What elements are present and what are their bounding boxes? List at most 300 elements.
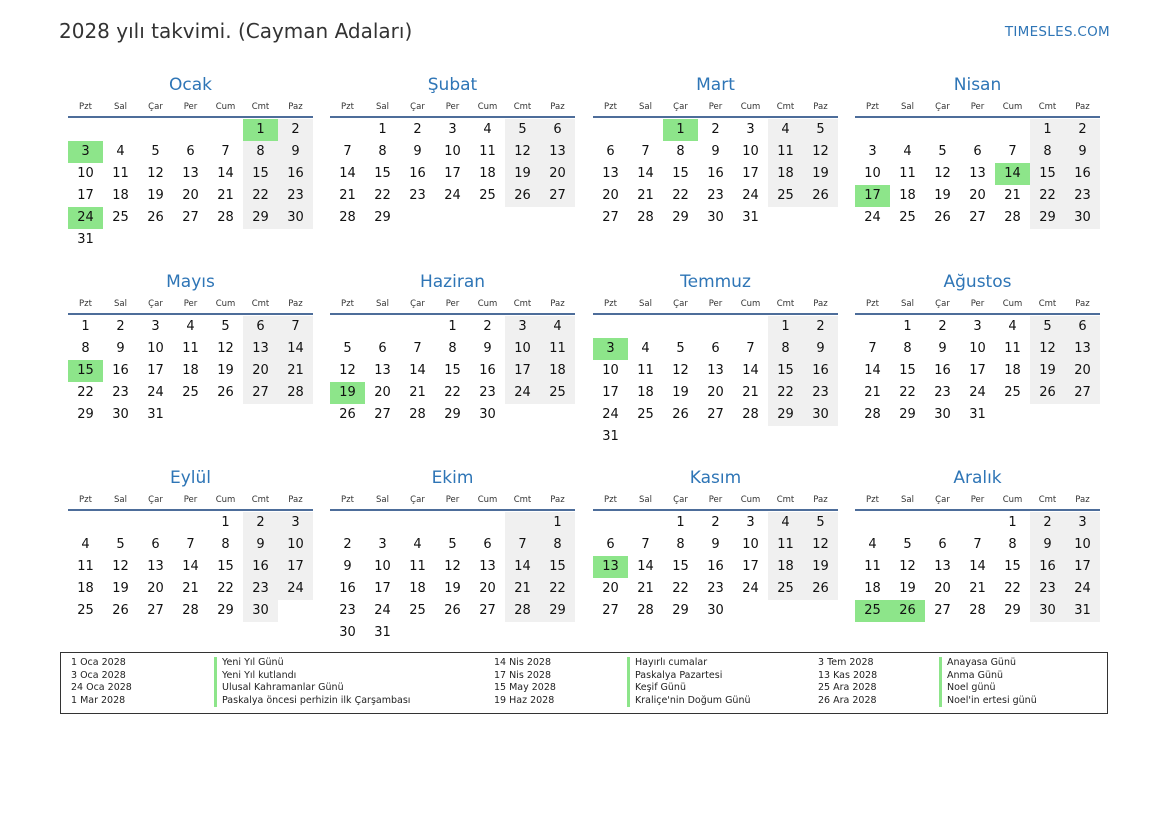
day-cell: 27 — [707, 407, 724, 422]
day-cell: 15 — [672, 559, 689, 574]
day-cell: 8 — [768, 338, 803, 360]
weekday-header — [68, 99, 313, 118]
day-cell: 3 — [973, 319, 982, 334]
day-grid — [68, 512, 313, 622]
day-cell: 4 — [1008, 319, 1017, 334]
day-cell: 10 — [864, 166, 881, 181]
empty-cell — [768, 207, 803, 229]
empty-cell — [803, 207, 838, 229]
weekday-label: Paz — [288, 495, 303, 505]
day-cell: 24 — [505, 382, 540, 404]
weekday-label: Paz — [813, 299, 828, 309]
empty-cell — [768, 600, 803, 622]
day-cell: 28 — [864, 407, 881, 422]
day-cell: 28 — [637, 603, 654, 618]
day-cell: 20 — [540, 163, 575, 185]
day-cell: 6 — [378, 341, 387, 356]
day-cell: 18 — [768, 556, 803, 578]
day-cell: 27 — [182, 210, 199, 225]
day-cell: 31 — [77, 232, 94, 247]
day-cell: 24 — [68, 207, 103, 229]
day-cell: 22 — [540, 578, 575, 600]
day-cell: 5 — [151, 144, 160, 159]
day-cell: 19 — [330, 382, 365, 404]
day-cell: 9 — [938, 341, 947, 356]
holiday-name: Keşif Günü — [627, 682, 686, 695]
month-9 — [68, 466, 313, 622]
weekday-label: Paz — [550, 495, 565, 505]
day-cell: 2 — [938, 319, 947, 334]
empty-cell — [855, 512, 890, 534]
day-cell: 12 — [672, 363, 689, 378]
day-cell: 13 — [1065, 338, 1100, 360]
weekday-label: Cmt — [513, 495, 532, 505]
weekday-label: Cmt — [1038, 102, 1057, 112]
day-cell: 13 — [182, 166, 199, 181]
holiday-name: Paskalya öncesi perhizin ilk Çarşambası — [214, 695, 410, 708]
day-cell: 27 — [540, 185, 575, 207]
day-cell: 30 — [803, 404, 838, 426]
day-cell: 14 — [182, 559, 199, 574]
day-cell: 3 — [278, 512, 313, 534]
day-cell: 29 — [444, 407, 461, 422]
day-cell: 25 — [899, 210, 916, 225]
weekday-label: Çar — [673, 495, 688, 505]
empty-cell — [663, 426, 698, 448]
day-cell: 25 — [1004, 385, 1021, 400]
month-8 — [855, 270, 1100, 426]
weekday-label: Çar — [410, 495, 425, 505]
empty-cell — [173, 229, 208, 251]
day-cell: 15 — [243, 163, 278, 185]
day-cell: 1 — [448, 319, 457, 334]
day-cell: 14 — [637, 166, 654, 181]
day-cell: 1 — [1030, 119, 1065, 141]
weekday-label: Per — [445, 102, 460, 112]
month-11 — [593, 466, 838, 622]
day-cell: 20 — [182, 188, 199, 203]
month-12 — [855, 466, 1100, 622]
day-grid — [855, 512, 1100, 622]
day-cell: 10 — [505, 338, 540, 360]
weekday-label: Pzt — [866, 102, 879, 112]
day-cell: 19 — [672, 385, 689, 400]
day-cell: 2 — [711, 515, 720, 530]
day-cell: 20 — [602, 188, 619, 203]
day-cell: 4 — [768, 119, 803, 141]
day-cell: 28 — [182, 603, 199, 618]
day-cell: 4 — [768, 512, 803, 534]
day-cell: 4 — [116, 144, 125, 159]
day-cell: 28 — [339, 210, 356, 225]
day-cell: 9 — [243, 534, 278, 556]
day-cell: 16 — [243, 556, 278, 578]
empty-cell — [505, 404, 540, 426]
day-cell: 13 — [540, 141, 575, 163]
day-cell: 10 — [742, 537, 759, 552]
day-cell: 15 — [768, 360, 803, 382]
day-cell: 1 — [81, 319, 90, 334]
day-cell: 11 — [637, 363, 654, 378]
day-cell: 9 — [711, 537, 720, 552]
day-cell: 24 — [147, 385, 164, 400]
day-cell: 9 — [116, 341, 125, 356]
empty-cell — [698, 316, 733, 338]
weekday-label: Pzt — [341, 495, 354, 505]
day-cell: 2 — [278, 119, 313, 141]
day-cell: 7 — [186, 537, 195, 552]
day-cell: 26 — [672, 407, 689, 422]
empty-cell — [890, 119, 925, 141]
weekday-label: Sal — [639, 299, 652, 309]
day-cell: 16 — [707, 559, 724, 574]
weekday-label: Sal — [901, 102, 914, 112]
day-cell: 23 — [112, 385, 129, 400]
day-cell: 12 — [112, 559, 129, 574]
day-cell: 2 — [711, 122, 720, 137]
weekday-label: Cum — [740, 299, 761, 309]
day-cell: 12 — [339, 363, 356, 378]
day-cell: 25 — [479, 188, 496, 203]
day-cell: 10 — [147, 341, 164, 356]
day-cell: 8 — [243, 141, 278, 163]
day-cell: 13 — [934, 559, 951, 574]
day-cell: 5 — [938, 144, 947, 159]
day-cell: 31 — [969, 407, 986, 422]
day-cell: 5 — [221, 319, 230, 334]
day-cell: 22 — [243, 185, 278, 207]
day-grid — [68, 119, 313, 251]
empty-cell — [628, 119, 663, 141]
day-cell: 14 — [864, 363, 881, 378]
holiday-name: Noel'in ertesi günü — [939, 695, 1037, 708]
day-cell: 11 — [479, 144, 496, 159]
day-cell: 11 — [112, 166, 129, 181]
month-name: Ağustos — [943, 272, 1012, 292]
day-cell: 5 — [343, 341, 352, 356]
day-cell: 25 — [409, 603, 426, 618]
empty-cell — [68, 512, 103, 534]
day-cell: 2 — [1030, 512, 1065, 534]
day-cell: 12 — [803, 141, 838, 163]
weekday-label: Per — [970, 102, 985, 112]
day-cell: 5 — [505, 119, 540, 141]
day-cell: 27 — [1065, 382, 1100, 404]
empty-cell — [103, 512, 138, 534]
day-cell: 8 — [540, 534, 575, 556]
holiday-name: Paskalya Pazartesi — [627, 670, 722, 683]
day-cell: 26 — [803, 578, 838, 600]
day-cell: 1 — [676, 515, 685, 530]
month-3 — [593, 73, 838, 229]
empty-cell — [68, 119, 103, 141]
weekday-label: Çar — [148, 102, 163, 112]
empty-cell — [330, 316, 365, 338]
day-cell: 18 — [409, 581, 426, 596]
empty-cell — [505, 207, 540, 229]
weekday-label: Cmt — [251, 102, 270, 112]
day-cell: 28 — [278, 382, 313, 404]
day-cell: 14 — [969, 559, 986, 574]
day-cell: 6 — [151, 537, 160, 552]
day-cell: 5 — [903, 537, 912, 552]
day-cell: 25 — [637, 407, 654, 422]
day-cell: 18 — [899, 188, 916, 203]
day-cell: 18 — [77, 581, 94, 596]
weekday-label: Cum — [215, 102, 236, 112]
day-cell: 11 — [182, 341, 199, 356]
day-cell: 9 — [413, 144, 422, 159]
day-cell: 29 — [243, 207, 278, 229]
weekday-label: Paz — [288, 102, 303, 112]
weekday-label: Sal — [114, 102, 127, 112]
day-cell: 15 — [672, 166, 689, 181]
day-cell: 30 — [243, 600, 278, 622]
weekday-label: Çar — [673, 102, 688, 112]
day-cell: 18 — [540, 360, 575, 382]
day-cell: 16 — [1030, 556, 1065, 578]
day-cell: 17 — [742, 166, 759, 181]
day-cell: 12 — [934, 166, 951, 181]
day-cell: 29 — [374, 210, 391, 225]
day-cell: 8 — [676, 537, 685, 552]
empty-cell — [593, 316, 628, 338]
empty-cell — [663, 316, 698, 338]
day-cell: 8 — [448, 341, 457, 356]
holiday-date: 15 May 2028 — [494, 682, 556, 694]
day-cell: 25 — [768, 185, 803, 207]
empty-cell — [278, 404, 313, 426]
weekday-label: Çar — [148, 299, 163, 309]
day-cell: 21 — [742, 385, 759, 400]
holiday-date: 26 Ara 2028 — [818, 694, 877, 706]
weekday-label: Cum — [740, 495, 761, 505]
day-cell: 27 — [602, 210, 619, 225]
month-name: Mart — [696, 75, 735, 95]
day-cell: 23 — [707, 188, 724, 203]
holiday-legend — [60, 652, 1108, 714]
day-cell: 23 — [339, 603, 356, 618]
weekday-label: Sal — [901, 495, 914, 505]
day-cell: 29 — [899, 407, 916, 422]
day-cell: 11 — [77, 559, 94, 574]
weekday-label: Cmt — [251, 495, 270, 505]
day-cell: 21 — [505, 578, 540, 600]
holiday-date: 3 Oca 2028 — [71, 669, 126, 681]
empty-cell — [540, 207, 575, 229]
empty-cell — [733, 426, 768, 448]
day-cell: 21 — [637, 188, 654, 203]
day-cell: 25 — [540, 382, 575, 404]
empty-cell — [173, 512, 208, 534]
holiday-name: Anma Günü — [939, 670, 1003, 683]
empty-cell — [925, 119, 960, 141]
day-cell: 7 — [221, 144, 230, 159]
day-cell: 26 — [1030, 382, 1065, 404]
day-cell: 31 — [147, 407, 164, 422]
month-name: Nisan — [953, 75, 1002, 95]
day-cell: 6 — [606, 144, 615, 159]
weekday-header — [593, 492, 838, 511]
weekday-label: Çar — [410, 299, 425, 309]
day-cell: 18 — [112, 188, 129, 203]
day-cell: 17 — [147, 363, 164, 378]
day-cell: 19 — [147, 188, 164, 203]
day-cell: 3 — [505, 316, 540, 338]
month-4 — [855, 73, 1100, 229]
day-cell: 17 — [77, 188, 94, 203]
day-cell: 10 — [374, 559, 391, 574]
weekday-label: Cum — [215, 495, 236, 505]
day-cell: 12 — [444, 559, 461, 574]
day-cell: 26 — [803, 185, 838, 207]
day-cell: 10 — [444, 144, 461, 159]
day-grid — [593, 119, 838, 229]
day-cell: 17 — [374, 581, 391, 596]
month-10 — [330, 466, 575, 644]
day-cell: 3 — [746, 515, 755, 530]
day-cell: 6 — [1065, 316, 1100, 338]
day-cell: 31 — [374, 625, 391, 640]
empty-cell — [995, 119, 1030, 141]
day-cell: 27 — [147, 603, 164, 618]
holiday-date: 25 Ara 2028 — [818, 682, 877, 694]
month-name: Haziran — [419, 272, 486, 292]
day-cell: 13 — [707, 363, 724, 378]
day-cell: 29 — [768, 404, 803, 426]
month-2 — [330, 73, 575, 229]
day-cell: 3 — [746, 122, 755, 137]
day-cell: 9 — [1065, 141, 1100, 163]
day-cell: 27 — [243, 382, 278, 404]
day-cell: 22 — [77, 385, 94, 400]
day-cell: 16 — [479, 363, 496, 378]
page-title: 2028 yılı takvimi. (Cayman Adaları) — [59, 19, 413, 43]
day-cell: 24 — [444, 188, 461, 203]
day-cell: 7 — [343, 144, 352, 159]
day-cell: 18 — [864, 581, 881, 596]
day-cell: 19 — [217, 363, 234, 378]
day-cell: 20 — [243, 360, 278, 382]
day-cell: 1 — [1008, 515, 1017, 530]
day-cell: 4 — [413, 537, 422, 552]
empty-cell — [278, 600, 313, 622]
day-cell: 25 — [112, 210, 129, 225]
day-cell: 18 — [637, 385, 654, 400]
day-cell: 4 — [903, 144, 912, 159]
day-cell: 29 — [217, 603, 234, 618]
empty-cell — [925, 512, 960, 534]
day-cell: 6 — [711, 341, 720, 356]
day-cell: 17 — [855, 185, 890, 207]
day-cell: 3 — [593, 338, 628, 360]
month-name: Şubat — [427, 75, 478, 95]
day-cell: 2 — [803, 316, 838, 338]
day-cell: 21 — [409, 385, 426, 400]
day-cell: 26 — [890, 600, 925, 622]
empty-cell — [330, 512, 365, 534]
day-cell: 3 — [68, 141, 103, 163]
weekday-label: Cum — [477, 102, 498, 112]
day-cell: 2 — [413, 122, 422, 137]
weekday-label: Cmt — [513, 299, 532, 309]
day-cell: 16 — [934, 363, 951, 378]
day-cell: 29 — [1030, 207, 1065, 229]
weekday-label: Sal — [376, 495, 389, 505]
day-cell: 19 — [899, 581, 916, 596]
day-cell: 21 — [339, 188, 356, 203]
day-cell: 11 — [768, 534, 803, 556]
empty-cell — [435, 622, 470, 644]
weekday-header — [330, 99, 575, 118]
day-cell: 15 — [444, 363, 461, 378]
brand-link[interactable]: TIMESLES.COM — [1004, 24, 1110, 40]
day-cell: 12 — [899, 559, 916, 574]
day-cell: 2 — [343, 537, 352, 552]
holiday-name: Yeni Yıl Günü — [214, 657, 284, 670]
day-cell: 10 — [1065, 534, 1100, 556]
day-cell: 7 — [413, 341, 422, 356]
weekday-label: Çar — [148, 495, 163, 505]
day-cell: 18 — [182, 363, 199, 378]
empty-cell — [243, 404, 278, 426]
day-cell: 1 — [221, 515, 230, 530]
day-cell: 16 — [278, 163, 313, 185]
empty-cell — [138, 229, 173, 251]
day-cell: 15 — [68, 360, 103, 382]
empty-cell — [365, 316, 400, 338]
weekday-label: Cum — [1002, 299, 1023, 309]
day-cell: 1 — [663, 119, 698, 141]
day-cell: 23 — [803, 382, 838, 404]
holiday-date: 14 Nis 2028 — [494, 657, 551, 668]
day-cell: 19 — [505, 163, 540, 185]
day-cell: 14 — [409, 363, 426, 378]
day-cell: 22 — [672, 581, 689, 596]
day-cell: 1 — [378, 122, 387, 137]
day-cell: 23 — [934, 385, 951, 400]
month-name: Kasım — [689, 468, 742, 488]
day-cell: 6 — [606, 537, 615, 552]
day-cell: 27 — [479, 603, 496, 618]
day-cell: 10 — [278, 534, 313, 556]
day-cell: 28 — [409, 407, 426, 422]
day-cell: 30 — [934, 407, 951, 422]
day-cell: 24 — [742, 188, 759, 203]
day-cell: 4 — [540, 316, 575, 338]
empty-cell — [243, 229, 278, 251]
day-cell: 26 — [505, 185, 540, 207]
day-grid — [330, 512, 575, 644]
day-cell: 17 — [969, 363, 986, 378]
day-grid — [593, 512, 838, 622]
day-cell: 5 — [448, 537, 457, 552]
day-cell: 21 — [969, 581, 986, 596]
empty-cell — [505, 622, 540, 644]
day-cell: 23 — [707, 581, 724, 596]
day-cell: 3 — [868, 144, 877, 159]
day-cell: 30 — [707, 603, 724, 618]
weekday-label: Paz — [288, 299, 303, 309]
day-cell: 11 — [864, 559, 881, 574]
month-5 — [68, 270, 313, 426]
day-cell: 26 — [217, 385, 234, 400]
day-cell: 13 — [969, 166, 986, 181]
holiday-date: 1 Mar 2028 — [71, 694, 126, 706]
day-cell: 19 — [444, 581, 461, 596]
weekday-label: Pzt — [341, 102, 354, 112]
day-cell: 13 — [147, 559, 164, 574]
